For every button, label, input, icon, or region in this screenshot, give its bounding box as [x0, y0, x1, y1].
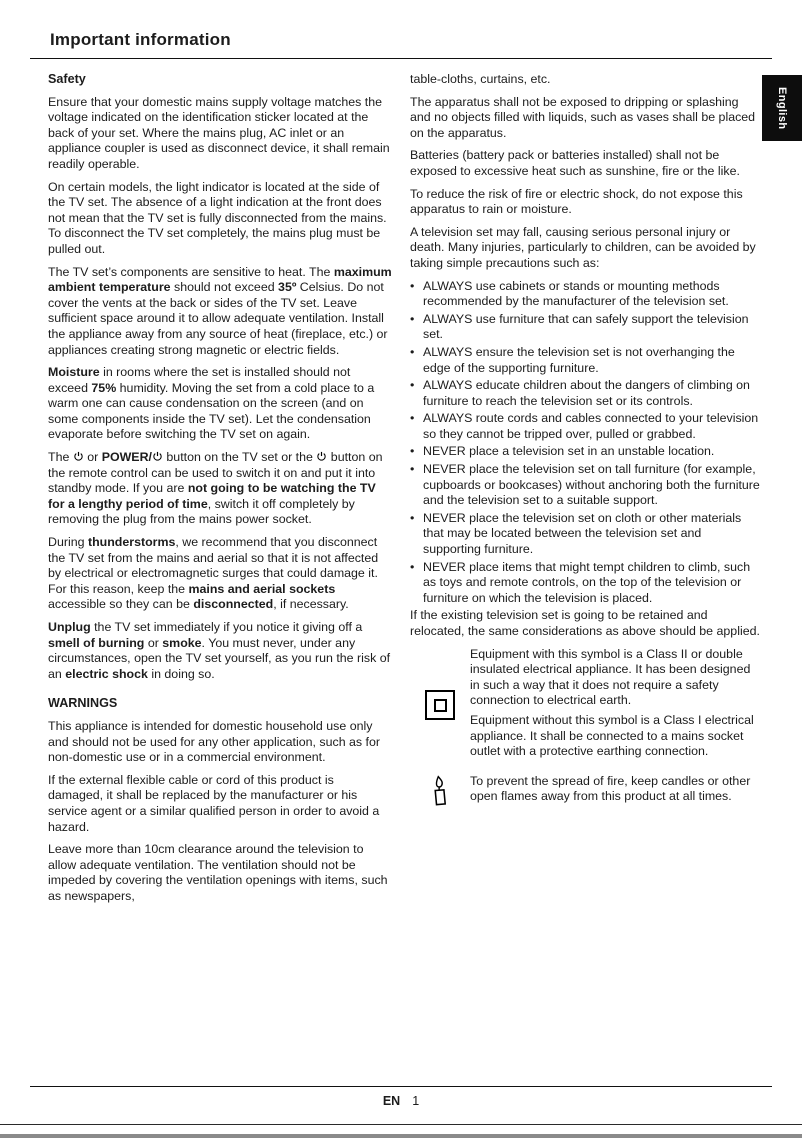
bold-text-segment: smoke [162, 635, 202, 650]
text-segment: ALWAYS route cords and cables connected to your television so they cannot be tripped over, pulled or grabbed. [423, 411, 759, 441]
bold-text-segment: thunderstorms [87, 535, 176, 550]
class-ii-inner-square [434, 699, 447, 712]
bullet-text [423, 378, 762, 409]
text-segment: Ensure that your domestic mains supply voltage matches the voltage indicated on the identification sticker located at the back of your set. Where the mains plug, AC inlet or an appliance coupler is used as disconnect device, it shall remain readily operable. [48, 94, 390, 171]
paragraph [48, 719, 392, 766]
text-segment: in doing so. [147, 666, 215, 681]
power-icon [316, 450, 327, 464]
text-segment: NEVER place the television set on tall furniture (for example, cupboards or bookcases) without anchoring both the furniture and the television set to a suitable support. [423, 462, 760, 508]
text-segment: To prevent the spread of fire, keep candles or other open flames away from this product at all times. [470, 773, 751, 804]
language-tab [762, 75, 802, 141]
text-segment: humidity. Moving the set from a cold place to a warm one can cause condensation on the screen (and on some components inside the TV set). Let the condensation evaporate before switching the TV set on again. [48, 380, 375, 442]
bullet-text [423, 279, 762, 310]
paragraph [410, 95, 762, 142]
bullet-marker: • [410, 411, 415, 426]
text-segment: accessible so they can be [48, 597, 194, 612]
text-segment: ALWAYS use cabinets or stands or mounting methods recommended by the manufacturer of the television set. [423, 278, 729, 309]
text-segment: To reduce the risk of fire or electric shock, do not expose this apparatus to rain or moisture. [410, 186, 743, 217]
bold-text-segment: POWER/ [101, 450, 152, 465]
paragraph [470, 647, 762, 709]
paragraph [470, 774, 762, 805]
footer-divider [30, 1086, 772, 1087]
power-icon [152, 450, 163, 464]
left-column [48, 72, 392, 912]
paragraph [410, 225, 762, 272]
text-segment: Equipment with this symbol is a Class II or double insulated electrical appliance. It has been designed in such a way that it does not require a safety connection to electrical earth. [470, 646, 751, 708]
text-segment: This appliance is intended for domestic household use only and should not be used for any other application, such as for non-domestic use or in a commercial environment. [48, 718, 381, 765]
bullet-item [410, 345, 762, 376]
bold-text-segment: maximum ambient temperature [48, 264, 392, 295]
text-segment: , if necessary. [273, 597, 349, 612]
candle-flame-warning-icon [427, 774, 453, 812]
text-segment: ALWAYS ensure the television set is not overhanging the edge of the supporting furniture. [423, 344, 735, 375]
text-segment: On certain models, the light indicator is located at the side of the TV set. The absence of a light indication at the front does not mean that the TV set is fully disconnected from the mains. To disconnect the TV set completely, the mains plug must be pulled out. [48, 179, 387, 256]
text-segment: table-cloths, curtains, etc. [410, 72, 551, 86]
text-segment: Equipment without this symbol is a Class I electrical appliance. It shall be connected to a mains socket outlet with a protective earthing connection. [470, 712, 754, 759]
bullet-marker: • [410, 278, 415, 293]
paragraph [48, 180, 392, 258]
page-edge [0, 1134, 802, 1138]
bottom-rule [0, 1124, 802, 1125]
bold-text-segment: smell of burning [48, 635, 145, 650]
bullet-marker: • [410, 559, 415, 574]
title-divider [30, 58, 772, 59]
text-segment: If the existing television set is going to be retained and relocated, the same considerations as above should be applied. [410, 608, 760, 638]
bold-text-segment: not going to be watching the TV for a lengthy period of time [48, 481, 376, 511]
text-segment: If the external flexible cable or cord of this product is damaged, it shall be replaced by the manufacturer or his service agent or a similar qualified person in order to avoid a hazard. [48, 772, 380, 834]
text-segment: or [83, 450, 102, 465]
text-segment: button on the TV set or the [162, 450, 317, 465]
bullet-item [410, 444, 762, 460]
icon-column [410, 647, 470, 764]
bold-text-segment: 35º [278, 280, 297, 295]
paragraph [48, 450, 392, 528]
bullet-marker: • [410, 444, 415, 459]
bold-text-segment: Moisture [48, 365, 100, 380]
bullet-item [410, 411, 762, 442]
section-heading: Safety [48, 72, 86, 86]
bullet-item [410, 560, 762, 607]
bold-text-segment: mains and aerial sockets [188, 581, 336, 596]
text-segment: should not exceed [170, 280, 279, 295]
text-segment: , we recommend that you disconnect the TV set from the mains and aerial so that it is not affected by electrical or electromagnetic surges that could damage it. For this reason, keep the [48, 535, 379, 596]
bullet-marker: • [410, 311, 415, 326]
text-segment: ALWAYS educate children about the dangers of climbing on furniture to reach the television set or its controls. [423, 378, 750, 408]
paragraph [48, 842, 392, 904]
bold-text-segment: electric shock [65, 666, 148, 681]
text-segment: A television set may fall, causing serious personal injury or death. Many injuries, particularly to children, can be avoided by taking simple precautions such as: [410, 224, 756, 270]
icon-note-block [410, 647, 762, 764]
text-segment: Leave more than 10cm clearance around the television to allow adequate ventilation. The ventilation should not be impeded by covering the ventilation openings with items, such as newspapers, [48, 842, 388, 903]
bullet-marker: • [410, 462, 415, 477]
text-segment: the TV set immediately if you notice it giving off a [90, 620, 363, 634]
power-icon [73, 450, 84, 464]
text-segment: NEVER place the television set on cloth or other materials that may be located between the television set and supporting furniture. [423, 510, 742, 557]
text-segment: The apparatus shall not be exposed to dripping or splashing and no objects filled with liquids, such as vases shall be placed on the apparatus. [410, 94, 756, 140]
paragraph [48, 365, 392, 443]
icon-note-text [470, 774, 762, 812]
bullet-text [423, 462, 762, 509]
paragraph [470, 713, 762, 760]
footer-page-number: 1 [412, 1094, 420, 1108]
text-segment: button on the remote control can be used to switch it on and put it into standby mode. If you are [48, 450, 383, 496]
bullet-marker: • [410, 344, 415, 359]
bullet-text [423, 511, 762, 558]
text-segment: The [48, 450, 73, 465]
paragraph [410, 72, 762, 88]
bullet-text [423, 444, 762, 460]
paragraph [48, 535, 392, 613]
page-title: Important information [50, 30, 231, 49]
text-segment: . You must never, under any circumstances, open the TV set yourself, as you run the risk of an [48, 635, 391, 681]
language-tab-label: English [776, 86, 788, 130]
text-segment: in rooms where the set is installed should not exceed [48, 365, 351, 395]
section-heading: WARNINGS [48, 696, 118, 711]
paragraph [410, 187, 762, 218]
paragraph [48, 265, 392, 359]
right-column [410, 72, 762, 821]
page-footer [0, 1094, 802, 1108]
text-segment: or [144, 635, 163, 650]
bold-text-segment: disconnected [193, 597, 274, 612]
text-segment: NEVER place items that might tempt children to climb, such as toys and remote controls, on the top of the television or furniture on which the television is placed. [423, 559, 751, 605]
bullet-text [423, 312, 762, 343]
bullet-item [410, 279, 762, 310]
text-segment: NEVER place a television set in an unstable location. [423, 444, 715, 459]
icon-column [410, 774, 470, 812]
bullet-text [423, 560, 762, 607]
bold-text-segment: 75% [91, 380, 117, 395]
text-segment: Batteries (battery pack or batteries installed) shall not be exposed to excessive heat such as sunshine, fire or the like. [410, 148, 740, 178]
text-segment: The TV set’s components are sensitive to heat. The [48, 264, 334, 279]
paragraph [48, 620, 392, 682]
bullet-item [410, 462, 762, 509]
icon-note-text [470, 647, 762, 764]
class-ii-double-insulation-icon [425, 690, 455, 720]
paragraph [48, 95, 392, 173]
bullet-item [410, 511, 762, 558]
text-segment: ALWAYS use furniture that can safely support the television set. [423, 311, 749, 342]
bullet-text [423, 411, 762, 442]
bullet-marker: • [410, 378, 415, 393]
bullet-item [410, 378, 762, 409]
bullet-text [423, 345, 762, 376]
bullet-item [410, 312, 762, 343]
paragraph [410, 148, 762, 179]
text-segment: Celsius. Do not cover the vents at the back or sides of the TV set. Leave sufficient space around it to allow adequate ventilation. Install the appliance away from any source of heat (fireplace, etc.) or appliances creating strong magnetic or electric fields. [48, 280, 388, 357]
paragraph [410, 608, 762, 639]
text-segment: During [48, 535, 88, 550]
icon-note-block [410, 774, 762, 812]
paragraph [48, 773, 392, 835]
text-segment: , switch it off completely by removing the plug from the mains power socket. [48, 496, 355, 527]
bold-text-segment: Unplug [48, 620, 91, 634]
bullet-marker: • [410, 510, 415, 525]
footer-language-code: EN [382, 1094, 401, 1108]
